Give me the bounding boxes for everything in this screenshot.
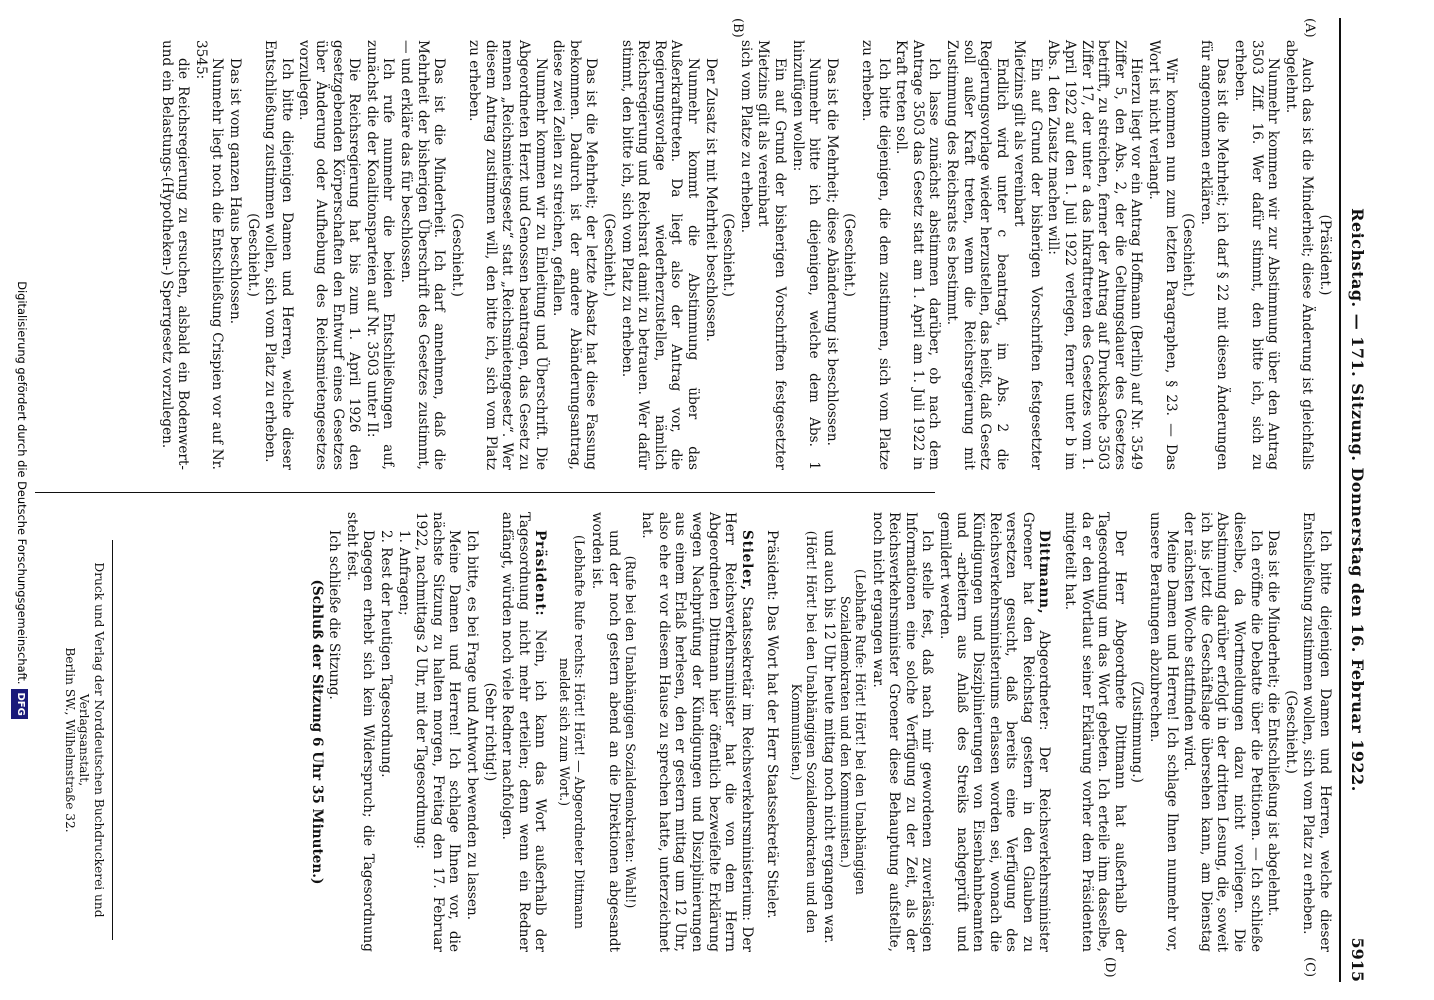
agenda-item: 1. Anfragen; [395,530,412,616]
dfg-logo: DFG [11,689,28,718]
running-title: Reichstag. — 171. Sitzung. Donnerstag den 16. Februar 1922. [1348,208,1367,792]
paragraph: und der noch gestern abend an die Direktionen abgesandt worden ist. [589,512,622,952]
quoted-clause: Ein auf Grund der bisherigen Vorschriften festgesetzter Mietzins gilt als vereinbart [1011,40,1044,470]
document-page [15,0,1375,1000]
paragraph: Wir kommen nun zum letzten Paragraphen, § 23. — Das Wort ist nicht verlangt. [1146,40,1179,470]
stage-note: (Lebhafte Rufe: Hört! Hört! bei den Unabhängigen Sozialdemokraten und den Kommunisten.) [837,569,868,895]
paragraph: Das ist die Mehrheit; ich darf § 22 mit diesen Änderungen für angenommen erklären. [1197,40,1231,470]
margin-marker-a: (A) [1302,18,1317,38]
paragraph: Nunmehr bitte ich diejenigen, welche dem Abs. 1 hinzufügen wollen: [789,40,823,470]
footer-text: Digitalisierung gefördert durch die Deutsche Forschungsgemeinschaft. [15,281,29,685]
paragraph: Der Zusatz ist mit Mehrheit beschlossen. [702,58,719,342]
stage-note: (Geschieht.) [244,213,261,297]
paragraph: und auch bis 12 Uhr heute mittag noch nicht ergangen war. [820,530,837,944]
speech-president [499,512,549,952]
stage-note: (Lebhafte Rufe rechts: Hört! Hört! — Abgeordneter Dittmann meldet sich zum Wort.) [557,534,588,930]
paragraph: Ich bitte diejenigen Damen und Herren, welche dieser Entschließung zustimmen wollen, sich vom Platz zu erheben. [262,40,295,470]
speaker-continuation: (Präsident.) [1317,214,1333,296]
paragraph: Ich schließe die Sitzung. [326,530,343,700]
imprint-line: Berlin SW., Wilhelmstraße 32. [63,647,77,833]
margin-marker-c: (C) [1302,957,1317,978]
paragraph: Das ist die Mehrheit; diese Abänderung ist beschlossen. [823,58,840,446]
paragraph: Auch das ist die Minderheit; diese Änderung ist gleichfalls abgelehnt. [1282,40,1316,470]
digitization-footer [11,0,30,1000]
paragraph: sich vom Platze zu erheben. [737,40,754,234]
imprint-line: Druck und Verlag der Norddeutschen Buchdruckerei und Verlagsanstalt, [77,562,106,918]
paragraph: Ich bitte, es bei Frage und Antwort bewenden zu lassen. [464,530,481,921]
stage-note: (Geschieht.) [1282,690,1299,774]
speech-text: Nein, ich kann das Wort außerhalb der Tagesordnung nicht mehr erteilen; denn wenn ein Redner anfängt, würden noch viele Redner nachfolgen. [499,512,549,952]
paragraph: Das ist die Minderheit. Ich darf annehmen, daß die Mehrheit der bisherigen Überschrift des Gesetzes zustimmt, — und erkläre das für beschlossen. [397,40,448,470]
paragraph: Ich eröffne die Debatte über die Petitionen. — Ich schließe dieselbe, da Wortmeldungen dazu nicht vorliegen. Die Abstimmung darüber erfolgt in der dritten Lesung, die, soweit ich bis jetzt die Geschäftslage übersehen kann, am Dienstag der nächsten Woche stattfinden wird. [1181,512,1264,952]
speech-text: Staatssekretär im Reichsverkehrsministerium: Der Herr Reichsverkehrsminister hat die von dem Herrn Abgeordneten Dittmann hier öffentlich bezweifelte Erklärung wegen Nachprüfung der Kündigungen und Disziplinierungen aus einem Erlaß herlesen, den er gestern mittag um 12 Uhr, also ehe er vor diesem Hause zu sprechen hatte, unterzeichnet hat. [639,512,755,952]
left-column [157,40,1333,470]
speech-stieler [639,512,755,952]
speaker-name: Präsident: [532,530,549,617]
paragraph: Das ist die Minderheit; die Entschließung ist abgelehnt. [1265,530,1282,917]
stage-note: (Zustimmung.) [1129,681,1146,783]
stage-note: (Hört! Hört! bei den Unabhängigen Sozialdemokraten und den Kommunisten.) [789,530,820,934]
stage-note: (Geschieht.) [841,213,858,297]
paragraph: Das ist vom ganzen Haus beschlossen. [227,58,243,325]
speaker-name: Stieler, [738,530,755,592]
column-divider [35,492,935,493]
paragraph: Ich bitte diejenigen Damen und Herren, welche dieser Entschließung zustimmen wollen, sich vom Platz zu erheben. [1300,512,1333,952]
stage-note: (Sehr richtig!) [481,682,498,782]
speech-dittmann [936,512,1052,952]
paragraph: Meine Damen und Herren! Ich schlage Ihnen vor, die nächste Sitzung zu halten morgen, Freitag den 17. Februar 1922, nachmittags 2 Uhr, mit der Tagesordnung: [413,512,463,952]
paragraph: Ich stelle fest, daß nach mir gewordenen zuverlässigen Informationen eine solche Verfügung zu der Zeit, als der Reichsverkehrsminister Groener diese Behauptung aufstellte, noch nicht ergangen war. [869,512,936,952]
paragraph: Nunmehr kommt die Abstimmung über das Außerkrafttreten. Da liegt also der Antrag vor, die Regierungsvorlage wiederherzustellen, nämlich Reichsregierung und Reichsrat damit zu betrauen. Wer dafür stimmt, den bitte ich, sich vom Platz zu erheben. [618,40,702,470]
stage-note: (Geschieht.) [720,213,737,297]
quoted-clause: Die Reichsregierung hat bis zum 1. April 1926 den gesetzgebenden Körperschaften den Entwurf eines Gesetzes über Änderung oder Aufhebung des Reichsmietengesetzes vorzulegen. [296,40,363,470]
paragraph: Nunmehr liegt noch die Entschließung Crispien vor auf Nr. 3545: [192,40,226,470]
paragraph: Ich rufe nunmehr die beiden Entschließungen auf, zunächst die der Koalitionsparteien auf Nr. 3503 unter II: [363,40,397,470]
paragraph: Hierzu liegt vor ein Antrag Hoffmann (Berlin) auf Nr. 3549 Ziffer 5, den Abs. 2, der die Geltungsdauer des Gesetzes betrifft, zu streichen, ferner der Antrag auf Drucksache 3503 Ziffer 17, der unter a das Inkrafttreten des Gesetzes vom 1. April 1922 auf den 1. Juli 1922 verlegen, ferner unter b im Abs. 1 den Zusatz machen will: [1045,40,1145,470]
paragraph: Nunmehr kommen wir zu Einleitung und Überschrift. Die Abgeordneten Herzt und Genossen beantragen, das Gesetz zu nennen „Reichsmietsgesetz“ statt „Reichsmietengesetz“. Wer diesem Antrag zustimmen will, den bitte ich, sich vom Platz zu erheben. [466,40,549,470]
speaker-name: Dittmann, [1036,530,1053,615]
paragraph: Der Herr Abgeordnete Dittmann hat außerhalb der Tagesordnung um das Wort gebeten. Ich erteile ihm dasselbe, da er den Wortlaut seiner Erklärung vorher dem Präsidenten mitgeteilt hat. [1062,512,1128,952]
page-header [1339,18,1367,982]
stage-note: (Rufe bei den Unabhängigen Sozialdemokraten: Wahl!) [622,555,638,909]
speech-text: Abgeordneter: Der Reichsverkehrsminister Groener hat den Reichstag gestern in den Glauben zu versetzen gesucht, daß bereits eine Verfügung des Reichsverkehrsministeriums erlassen worden sei, wonach die Kündigungen und Disziplinierungen von Eisenbahnbeamten und -arbeitern aus Anlaß des Streiks nachgeprüft und gemildert werden. [936,512,1053,952]
paragraph: Das ist die Mehrheit; der letzte Absatz hat diese Fassung bekommen. Dadurch ist der andere Abänderungsantrag, diese zwei Zeilen zu streichen, gefallen. [550,40,600,470]
paragraph: Dagegen erhebt sich kein Widerspruch; die Tagesordnung steht fest. [343,512,377,952]
session-closing: (Schluß der Sitzung 6 Uhr 35 Minuten.) [308,579,325,885]
quoted-clause: die Reichsregierung zu ersuchen, alsbald ein Bodenwert- und ein Belastungs-(Hypotheken-) Sperrgesetz vorzulegen. [158,40,192,470]
printer-imprint [63,540,114,940]
paragraph: Meine Damen und Herren! Ich schlage Ihnen nunmehr vor, unsere Beratungen abzubrechen. [1147,512,1180,952]
agenda-item: 2. Rest der heutigen Tagesordnung. [378,530,395,778]
margin-marker-b: (B) [730,18,745,38]
stage-note: (Geschieht.) [448,213,465,297]
paragraph: Ich lasse zunächst abstimmen darüber, ob nach dem Antrage 3503 das Gesetz statt am 1. April am 1. Juli 1922 in Kraft treten soll. [893,40,943,470]
paragraph: Endlich wird unter c beantragt, im Abs. 2 die Regierungsvorlage wieder herzustellen, das heißt, daß Gesetz soll außer Kraft treten, wenn die Reichsregierung mit Zustimmung des Reichsrats es bestimmt. [943,40,1010,470]
page-number: 5915 [1348,937,1367,982]
paragraph: Nunmehr kommen wir zur Abstimmung über den Antrag 3503 Ziff. 16. Wer dafür stimmt, den bitte ich, sich zu erheben. [1232,40,1282,470]
stage-note: (Geschieht.) [601,213,618,297]
stage-note: (Geschieht.) [1180,213,1197,297]
margin-marker-d: (D) [1102,957,1117,978]
paragraph: Präsident: Das Wort hat der Herr Staatssekretär Stieler. [764,530,781,919]
quoted-clause: Ein auf Grund der bisherigen Vorschriften festgesetzter Mietzins gilt als vereinbart [755,40,788,470]
right-column [307,512,1333,952]
paragraph: Ich bitte diejenigen, die dem zustimmen, sich vom Platze zu erheben. [858,40,892,470]
